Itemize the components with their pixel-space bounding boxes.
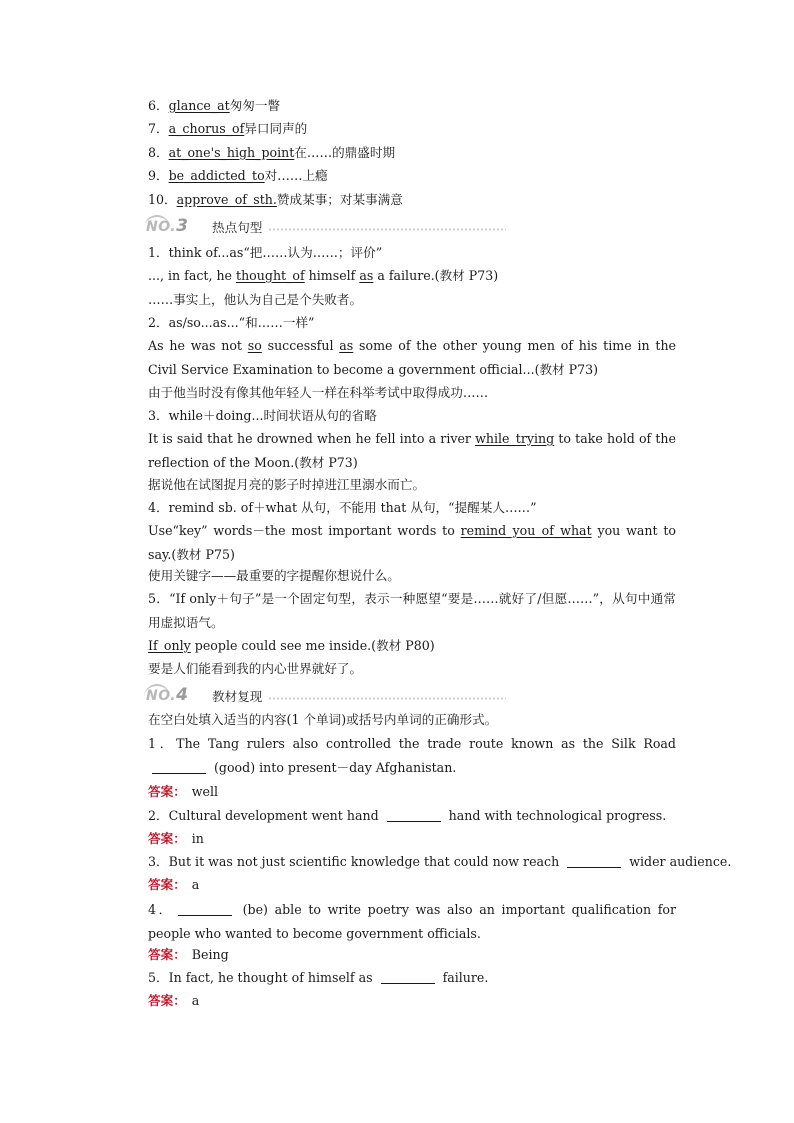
answer-label: 答案： xyxy=(148,947,186,962)
section-title: 热点句型 xyxy=(212,220,263,235)
answer-value: well xyxy=(191,784,219,799)
exercise-answer xyxy=(120,827,676,851)
section-header-textbook-review xyxy=(146,684,506,708)
item-number: 8． xyxy=(148,145,169,160)
pattern-heading: 5．“If only＋句子”是一个固定句型，表示一种愿望“要是……就好了/但愿……”，从句中通常用虚拟语气。 xyxy=(148,591,676,630)
example-sentence: If_only people could see me inside.(教材 P80) xyxy=(148,638,435,653)
example-translation: 要是人们能看到我的内心世界就好了。 xyxy=(148,661,363,676)
phrase-item xyxy=(120,94,676,118)
answer-value: Being xyxy=(191,947,229,962)
dotted-divider xyxy=(268,228,506,231)
answer-label: 答案： xyxy=(148,784,186,799)
pattern-heading: 3．while＋doing...时间状语从句的省略 xyxy=(148,408,377,423)
exercise-answer xyxy=(120,943,676,967)
example-translation: 使用关键字——最重要的字提醒你想说什么。 xyxy=(148,568,400,583)
exercise-instruction: 在空白处填入适当的内容(1 个单词)或括号内单词的正确形式。 xyxy=(148,712,498,727)
pattern-heading: 1．think of...as“把……认为……；评价” xyxy=(148,245,383,260)
section-badge: NO.3 xyxy=(146,216,189,236)
example-sentence: It is said that he drowned when he fell into a river while_trying to take hold of the reflection of the Moon.(教材 P73) xyxy=(148,431,676,470)
fill-blank[interactable] xyxy=(152,761,206,774)
phrase-chinese: 对……上瘾 xyxy=(264,168,328,183)
answer-label: 答案： xyxy=(148,993,186,1008)
item-number: 9． xyxy=(148,168,169,183)
example-sentence: As he was not so successful as some of the other young men of his time in the Civil Service Examination to become a government official...(教材 P73) xyxy=(148,338,677,377)
phrase-chinese: 在……的鼎盛时期 xyxy=(294,145,396,160)
exercise-answer xyxy=(120,873,676,897)
exercise-question: 2．Cultural development went hand hand with technological progress. xyxy=(148,808,667,823)
exercise-question: 1．The Tang rulers also controlled the trade route known as the Silk Road (good) into present－day Afghanistan. xyxy=(148,736,676,775)
phrase-item xyxy=(120,141,676,165)
item-number: 7． xyxy=(148,121,169,136)
example-sentence: Use“key” words－the most important words to remind_you_of_what you want to say.(教材 P75) xyxy=(148,523,676,562)
example-sentence: ..., in fact, he thought_of himself as a failure.(教材 P73) xyxy=(148,268,499,283)
exercise-answer xyxy=(120,989,676,1013)
pattern-heading: 4．remind sb. of＋what 从句，不能用 that 从句，“提醒某人……” xyxy=(148,500,537,515)
answer-value: in xyxy=(191,831,204,846)
exercise-question: 4． (be) able to write poetry was also an important qualification for people who wanted to become government officials. xyxy=(148,902,676,941)
exercise-answer xyxy=(120,780,676,804)
example-translation: ……事实上，他认为自己是个失败者。 xyxy=(148,292,363,307)
example-translation: 据说他在试图捉月亮的影子时掉进江里溺水而亡。 xyxy=(148,477,426,492)
example-translation: 由于他当时没有像其他年轻人一样在科举考试中取得成功…… xyxy=(148,385,489,400)
answer-value: a xyxy=(191,993,200,1008)
fill-blank[interactable] xyxy=(178,903,232,916)
answer-label: 答案： xyxy=(148,831,186,846)
phrase-english: at_one's_high_point xyxy=(168,145,295,160)
phrase-chinese: 异口同声的 xyxy=(244,121,308,136)
phrase-item xyxy=(120,117,676,141)
exercise-question: 5．In fact, he thought of himself as failure. xyxy=(148,970,489,985)
phrase-english: glance_at xyxy=(168,98,230,113)
phrase-chinese: 匆匆一瞥 xyxy=(229,98,281,113)
fill-blank[interactable] xyxy=(387,809,441,822)
item-number: 6． xyxy=(148,98,169,113)
dotted-divider xyxy=(268,697,506,700)
section-badge: NO.4 xyxy=(146,685,189,705)
section-title: 教材复现 xyxy=(212,689,263,704)
section-header-hot-patterns xyxy=(146,215,506,239)
item-number: 10． xyxy=(148,192,177,207)
answer-label: 答案： xyxy=(148,877,186,892)
pattern-heading: 2．as/so...as...“和……一样” xyxy=(148,315,315,330)
phrase-english: approve_of_sth. xyxy=(176,192,277,207)
exercise-question: 3．But it was not just scientific knowledge that could now reach wider audience. xyxy=(148,854,732,869)
phrase-english: a_chorus_of xyxy=(168,121,245,136)
answer-value: a xyxy=(191,877,200,892)
phrase-english: be_addicted_to xyxy=(168,168,265,183)
fill-blank[interactable] xyxy=(567,855,621,868)
phrase-item xyxy=(120,164,676,188)
phrase-chinese: 赞成某事；对某事满意 xyxy=(276,192,403,207)
fill-blank[interactable] xyxy=(381,971,435,984)
phrase-item xyxy=(120,188,676,212)
